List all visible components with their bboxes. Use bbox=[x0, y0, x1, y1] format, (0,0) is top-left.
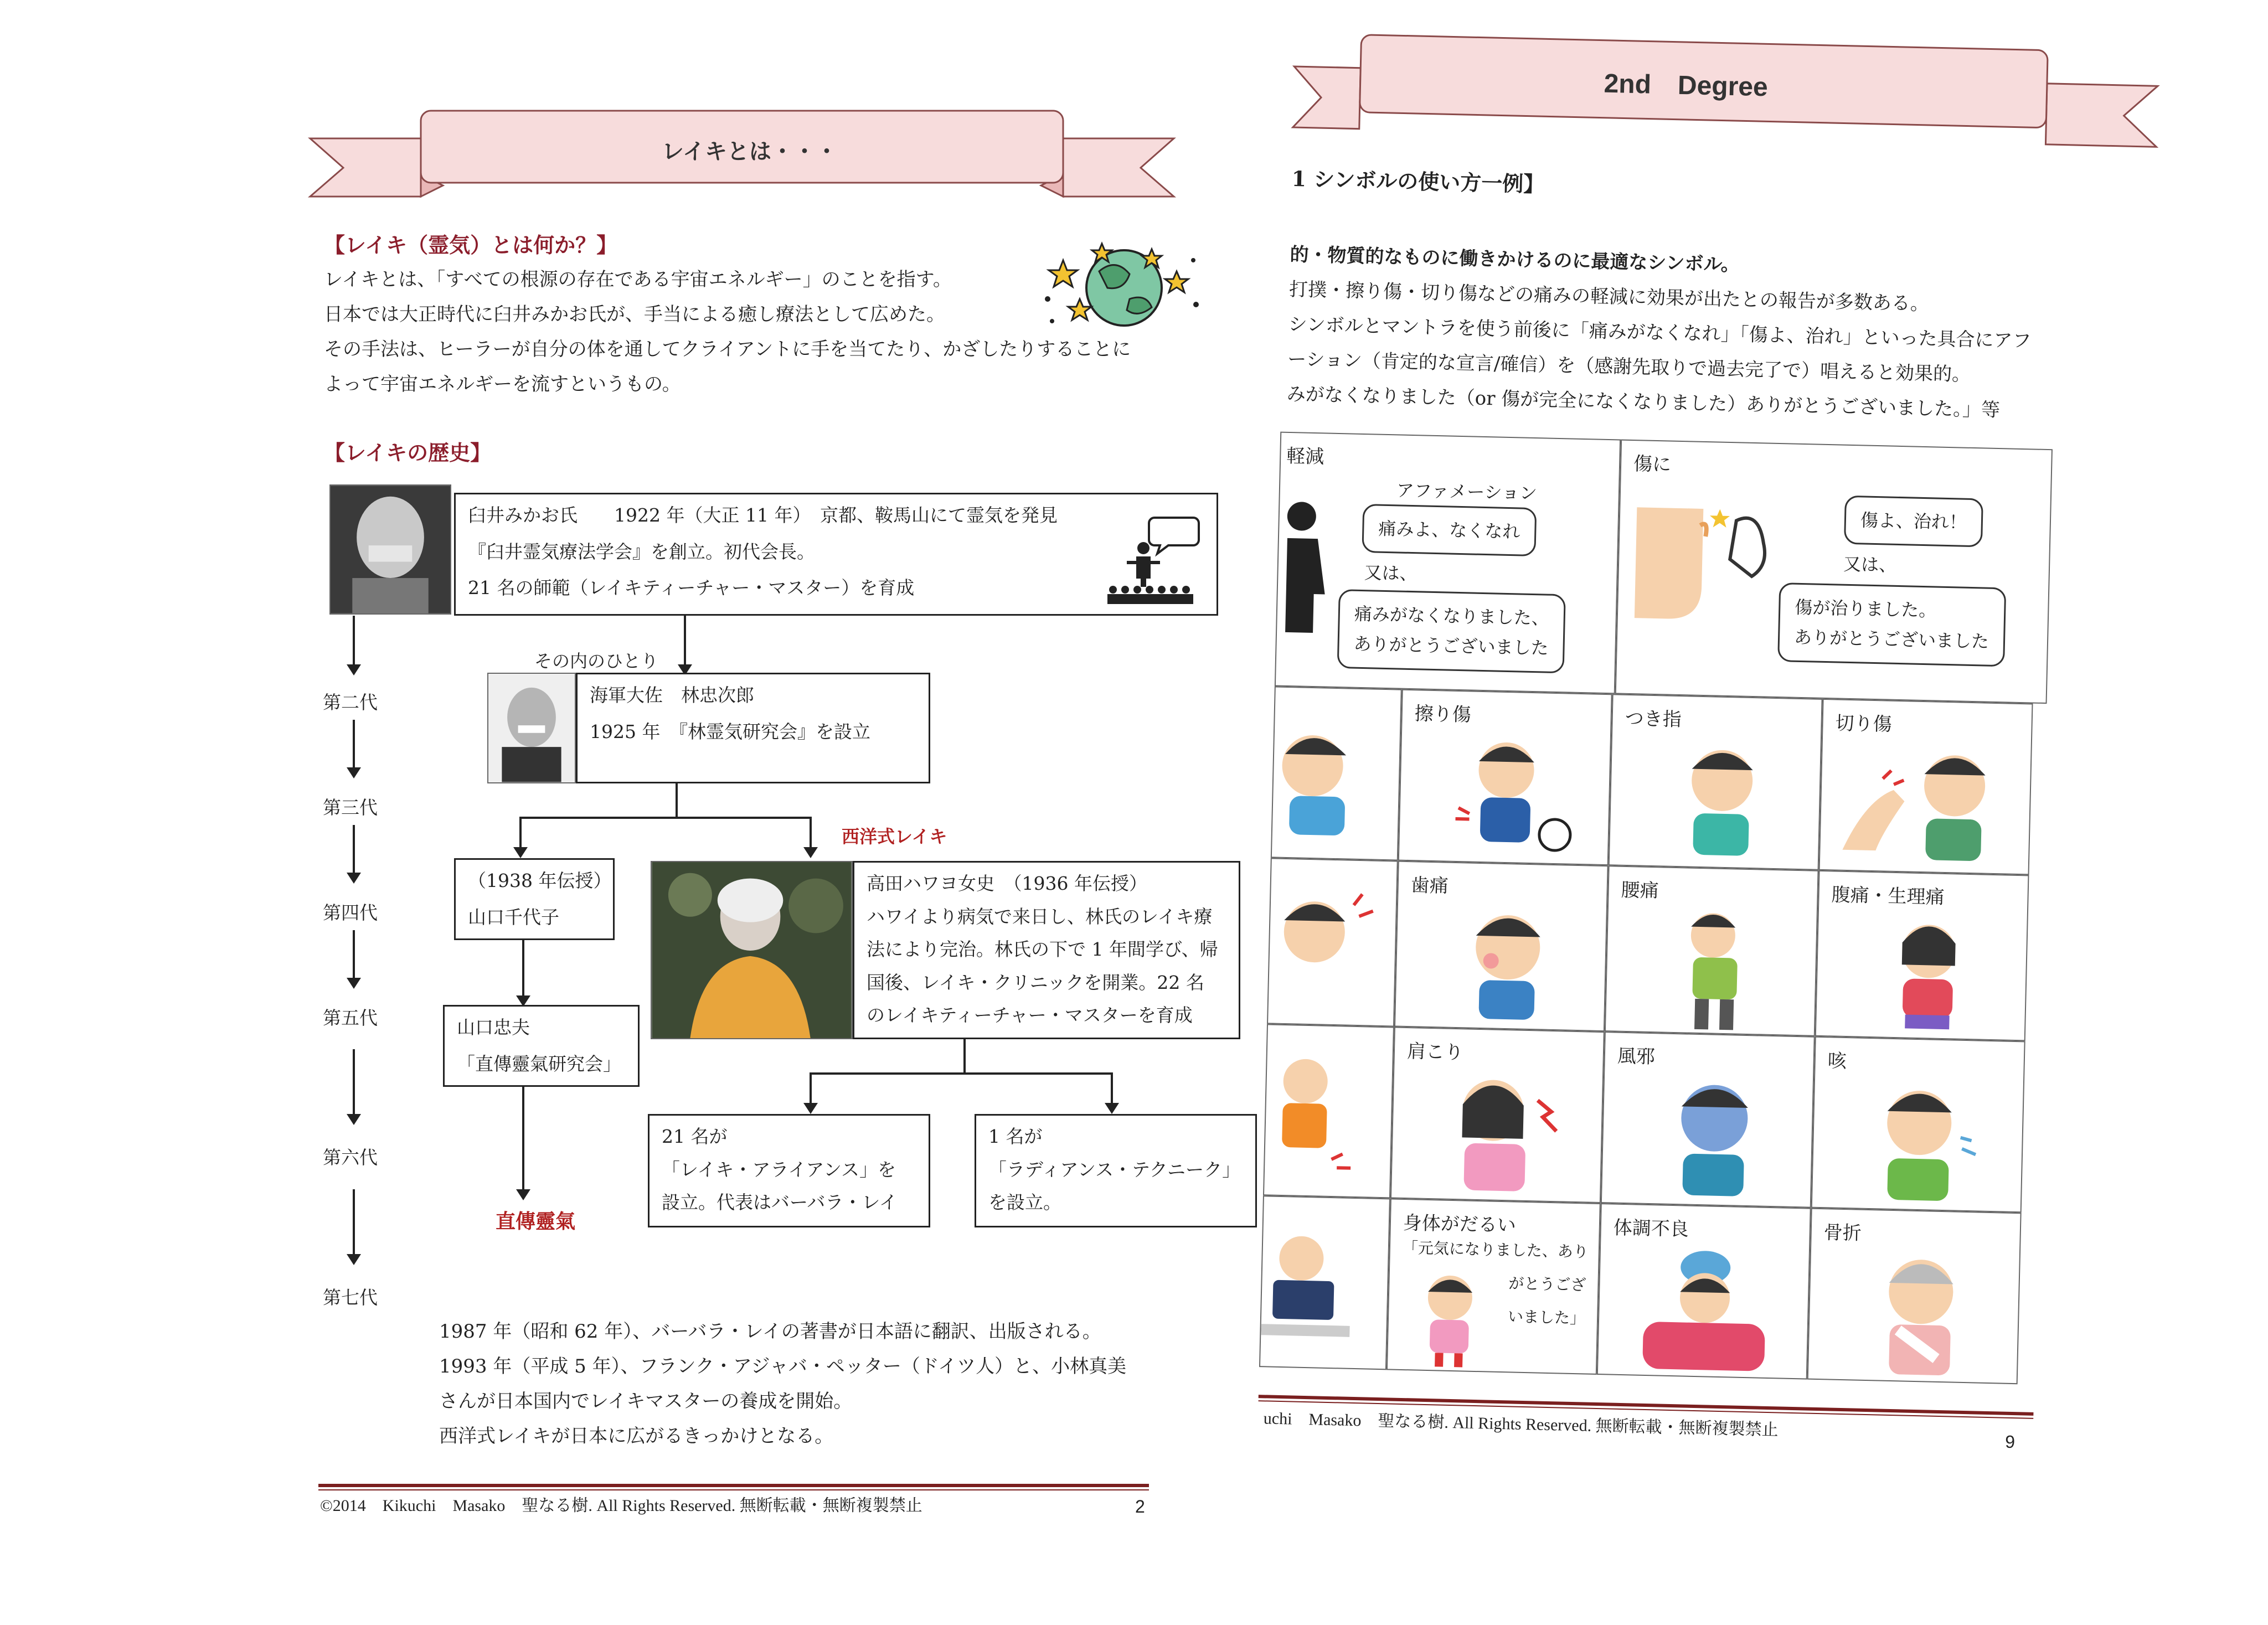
ailment-cell bbox=[1390, 1027, 1605, 1204]
wound-label: 傷に bbox=[1633, 453, 1672, 476]
takata-photo bbox=[651, 861, 853, 1039]
ailment-cell bbox=[1807, 1208, 2022, 1385]
generation-5: 第五代 bbox=[323, 1007, 378, 1029]
intro-line-1: レイキとは、「すべての根源の存在である宇宙エネルギー」のことを指す。 bbox=[324, 269, 952, 291]
hayashi-line-2: 1925 年 『林霊気研究会』を設立 bbox=[590, 720, 870, 742]
ailment-label: 擦り傷 bbox=[1414, 703, 1472, 726]
ailment-label: 腹痛・生理痛 bbox=[1831, 884, 1945, 909]
stomachache-icon bbox=[1866, 909, 1991, 1033]
takata-line-3: 法により完治。林氏の下で 1 年間学び、帰 bbox=[867, 938, 1218, 961]
pain-relief-cell bbox=[1275, 432, 1621, 694]
takata-line-5: のレイキティーチャー・マスターを育成 bbox=[867, 1004, 1193, 1026]
usui-line-3: 21 名の師範（レイキティーチャー・マスター）を育成 bbox=[468, 577, 915, 599]
pain-bubble-1 bbox=[1362, 504, 1537, 556]
globe-stars-icon bbox=[1041, 238, 1202, 332]
usui-line-1: 臼井みかお氏 1922 年（大正 11 年） 京都、鞍馬山にて霊気を発見 bbox=[468, 504, 1058, 526]
alliance-line-2: 「レイキ・アライアンス」を bbox=[662, 1158, 896, 1180]
usui-photo bbox=[329, 484, 451, 615]
pain-bubble-2-line-1: 痛みがなくなりました、 bbox=[1354, 603, 1550, 629]
tired-quote-line-1: 「元気になりました、あり bbox=[1402, 1238, 1589, 1261]
page-number: 2 bbox=[1135, 1497, 1145, 1516]
pain-or-label: 又は、 bbox=[1364, 562, 1418, 585]
radiance-line-1: 1 名が bbox=[988, 1126, 1043, 1147]
takata-line-2: ハワイより病気で来日し、林氏のレイキ療 bbox=[867, 905, 1213, 927]
history-line-4: 西洋式レイキが日本に広がるきっかけとなる。 bbox=[439, 1425, 834, 1447]
generation-2: 第二代 bbox=[323, 692, 378, 713]
chiyoko-line-2: 山口千代子 bbox=[468, 906, 559, 928]
cough-icon bbox=[1862, 1075, 1987, 1205]
hayashi-line-1: 海軍大佐 林忠次郎 bbox=[590, 684, 754, 706]
wound-bubble-2-line-1: 傷が治りました。 bbox=[1794, 596, 1937, 621]
ailment-cell bbox=[1597, 1203, 1811, 1380]
wound-bubble-2 bbox=[1777, 582, 2006, 667]
section-heading-history: 【レイキの歴史】 bbox=[324, 440, 492, 465]
history-line-1: 1987 年（昭和 62 年）、バーバラ・レイの著書が日本語に翻訳、出版される。 bbox=[439, 1320, 1101, 1343]
alliance-line-3: 設立。代表はバーバラ・レイ bbox=[662, 1191, 898, 1214]
ailment-cell-partial bbox=[1263, 1024, 1394, 1198]
ailment-cell bbox=[1398, 689, 1612, 866]
ailment-label: 咳 bbox=[1827, 1050, 1847, 1073]
radiance-technique-box bbox=[975, 1114, 1257, 1227]
ailment-cell-partial bbox=[1271, 686, 1402, 860]
radiance-line-2: 「ラディアンス・テクニーク」 bbox=[988, 1158, 1241, 1180]
wound-bubble-2-line-2: ありがとうございました bbox=[1793, 627, 1989, 653]
wound-cell bbox=[1615, 440, 2053, 704]
cold-icon bbox=[1652, 1070, 1776, 1200]
symbol-line-3: シンボルとマントラを使う前後に「痛みがなくなれ」「傷よ、治れ」といった具合にアフ bbox=[1288, 313, 2032, 353]
pain-bubble-1-text: 痛みよ、なくなれ bbox=[1378, 518, 1520, 543]
ailment-label: 腰痛 bbox=[1621, 879, 1659, 902]
yamaguchi-chiyoko-box bbox=[454, 858, 615, 940]
one-of-them-label: その内のひとり bbox=[534, 651, 659, 672]
chiyoko-line-1: （1938 年伝授） bbox=[468, 870, 612, 891]
degree-title: 2nd Degree bbox=[1604, 69, 1769, 102]
intro-line-3: その手法は、ヒーラーが自分の体を通してクライアントに手を当てたり、かざしたりすることに bbox=[324, 338, 1131, 360]
section-heading-what: 【レイキ（霊気）とは何か？】 bbox=[324, 233, 618, 257]
pain-bubble-2 bbox=[1337, 589, 1566, 673]
stiff-shoulder-icon bbox=[1436, 1065, 1571, 1195]
alliance-line-1: 21 名が bbox=[662, 1126, 728, 1147]
generation-4: 第四代 bbox=[323, 902, 378, 924]
ailment-cell bbox=[1819, 699, 2033, 875]
toothache-icon bbox=[1445, 899, 1570, 1024]
ailment-cell bbox=[1609, 694, 1823, 870]
ailment-label: 風邪 bbox=[1617, 1045, 1656, 1069]
fracture-icon bbox=[1858, 1246, 1983, 1379]
generation-3: 第三代 bbox=[323, 797, 378, 818]
ailment-label: 肩こり bbox=[1406, 1040, 1464, 1064]
intro-line-2: 日本では大正時代に臼井みかお氏が、手当による癒し療法として広めた。 bbox=[324, 303, 945, 326]
symbol-line-2: 打撲・擦り傷・切り傷などの痛みの軽減に効果が出たとの報告が多数ある。 bbox=[1288, 278, 1930, 316]
symbol-line-5: みがなくなりました（or 傷が完全になくなりました）ありがとうございました。」等 bbox=[1286, 383, 2001, 422]
scrape-icon bbox=[1449, 730, 1579, 855]
footer-rule-thin bbox=[318, 1489, 1149, 1490]
ailment-cell bbox=[1605, 865, 1819, 1036]
tired-quote-line-2: がとうござ bbox=[1508, 1274, 1586, 1294]
radiance-line-3: を設立。 bbox=[988, 1191, 1061, 1214]
ailment-cell-partial bbox=[1259, 1195, 1390, 1370]
symbol-usage-heading: 1 シンボルの使い方一例】 bbox=[1291, 166, 1545, 197]
backache-icon bbox=[1661, 904, 1775, 1034]
right-footer-copyright: uchi Masako 聖なる樹. All Rights Reserved. 無断転載・無断複製禁止 bbox=[1263, 1409, 1779, 1440]
tadao-line-1: 山口忠夫 bbox=[457, 1017, 530, 1038]
history-line-3: さんが日本国内でレイキマスターの養成を開始。 bbox=[439, 1390, 853, 1412]
knee-heal-icon bbox=[1628, 485, 1787, 632]
ailment-cell bbox=[1815, 870, 2029, 1041]
ailment-cell-partial bbox=[1267, 858, 1398, 1026]
usui-line-2: 『臼井霊気療法学会』を創立。初代会長。 bbox=[468, 540, 815, 563]
teacher-audience-icon bbox=[1102, 512, 1202, 606]
western-reiki-label: 西洋式レイキ bbox=[842, 826, 947, 847]
pain-relief-label: 軽減 bbox=[1286, 445, 1324, 468]
cut-icon bbox=[1837, 739, 2011, 865]
energetic-girl-icon bbox=[1404, 1266, 1506, 1368]
ailment-label: 骨折 bbox=[1823, 1221, 1862, 1245]
hayashi-photo bbox=[487, 673, 576, 783]
wound-bubble-1 bbox=[1844, 496, 1983, 548]
takata-line-1: 高田ハワヨ女史 （1936 年伝授） bbox=[867, 873, 1147, 894]
right-page bbox=[1263, 0, 2268, 1603]
sick-in-bed-icon bbox=[1631, 1244, 1778, 1374]
tadao-line-2: 「直傳靈氣研究会」 bbox=[457, 1053, 621, 1075]
person-silhouette-icon bbox=[1282, 499, 1329, 633]
right-page-number: 9 bbox=[2004, 1431, 2016, 1452]
ailment-cell bbox=[1386, 1198, 1601, 1375]
footer-rule bbox=[318, 1484, 1149, 1487]
yamaguchi-tadao-box bbox=[443, 1005, 640, 1087]
jammed-finger-icon bbox=[1659, 735, 1784, 859]
ailment-cell bbox=[1394, 861, 1609, 1032]
symbol-line-1: 的・物質的なものに働きかけるのに最適なシンボル。 bbox=[1290, 243, 1740, 276]
takata-box bbox=[853, 861, 1240, 1039]
ailment-label: 身体がだるい bbox=[1403, 1211, 1517, 1237]
intro-line-4: よって宇宙エネルギーを流すというもの。 bbox=[324, 373, 681, 395]
ailment-cell bbox=[1811, 1036, 2025, 1213]
takata-line-4: 国後、レイキ・クリニックを開業。22 名 bbox=[867, 971, 1204, 993]
banner-title: レイキとは・・・ bbox=[662, 138, 838, 164]
symbol-line-4: ーション（肯定的な宣言/確信）を（感謝先取りで過去完了で）唱えると効果的。 bbox=[1287, 348, 1971, 386]
ailment-cell bbox=[1601, 1031, 1815, 1208]
ailment-label: 切り傷 bbox=[1835, 712, 1893, 736]
wound-bubble-1-text: 傷よ、治れ！ bbox=[1860, 509, 1967, 533]
ailment-label: 体調不良 bbox=[1613, 1216, 1689, 1241]
jikiden-label: 直傳靈氣 bbox=[496, 1210, 576, 1233]
ailment-label: つき指 bbox=[1625, 707, 1682, 731]
pain-bubble-2-line-2: ありがとうございました bbox=[1353, 633, 1549, 659]
generation-7: 第七代 bbox=[323, 1287, 378, 1308]
history-line-2: 1993 年（平成 5 年）、フランク・アジャバ・ペッター（ドイツ人）と、小林真美 bbox=[439, 1355, 1127, 1378]
wound-or-label: 又は、 bbox=[1843, 553, 1897, 576]
tired-quote-line-3: いました」 bbox=[1507, 1307, 1586, 1328]
generation-6: 第六代 bbox=[323, 1147, 378, 1168]
ailment-label: 歯痛 bbox=[1410, 874, 1449, 897]
hayashi-box bbox=[576, 673, 930, 783]
footer-copyright: ©2014 Kikuchi Masako 聖なる樹. All Rights Reserved. 無断転載・無断複製禁止 bbox=[320, 1497, 922, 1515]
reiki-alliance-box bbox=[648, 1114, 930, 1227]
right-page-content bbox=[1259, 0, 2267, 1625]
affirmation-label: アファメーション bbox=[1396, 479, 1538, 504]
